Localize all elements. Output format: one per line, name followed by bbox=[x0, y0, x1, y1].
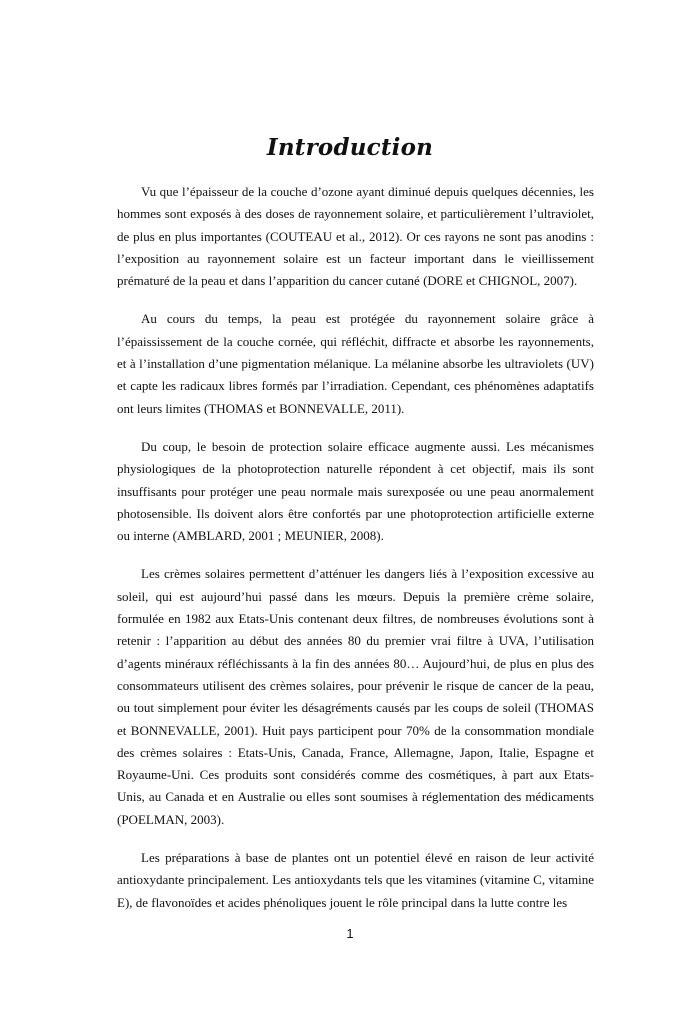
page-number: 1 bbox=[346, 926, 354, 941]
paragraph-3: Du coup, le besoin de protection solaire efficace augmente aussi. Les mécanismes physiologiques de la photoprotection naturelle répondent à cet objectif, mais ils sont insuffisants pour protéger une peau normale mais surexposée ou une peau anormalement photosensible. Ils doivent alors être confortés par une photoprotection artificielle externe ou interne (AMBLARD, 2001 ; MEUNIER, 2008). bbox=[117, 438, 594, 544]
paragraph-5: Les préparations à base de plantes ont un potentiel élevé en raison de leur activité antioxydante principalement. Les antioxydants tels que les vitamines (vitamine C, vitamine E), de flavonoïdes et acides phénoliques jouent le rôle principal dans la lutte contre les bbox=[117, 850, 594, 910]
paragraph-4: Les crèmes solaires permettent d’atténuer les dangers liés à l’exposition excessive au soleil, qui est aujourd’hui passé dans les mœurs. Depuis la première crème solaire, formulée en 1982 aux Etats-Unis contenant deux filtres, de nombreuses évolutions sont à retenir : l’apparition au début des années 80 du premier vrai filtre à UVA, l’utilisation d’agents minéraux réfléchissants à la fin des années 80… Aujourd’hui, de plus en plus des consommateurs utilisent des crèmes solaires, pour prévenir le risque de cancer de la peau, ou tout simplement pour éviter les désagréments causés par les coups de soleil (THOMAS et BONNEVALLE, 2001). Huit pays participent pour 70% de la consommation mondiale des crèmes solaires : Etats-Unis, Canada, France, Allemagne, Japon, Italie, Espagne et Royaume-Uni. Ces produits sont considérés comme des cosmétiques, à part aux Etats-Unis, au Canada et en Australie ou elles sont soumises à réglementation des médicaments (POELMAN, 2003). bbox=[117, 566, 594, 827]
paragraph-2: Au cours du temps, la peau est protégée du rayonnement solaire grâce à l’épaississement de la couche cornée, qui réfléchit, diffracte et absorbe les rayonnements, et à l’installation d’une pigmentation mélanique. La mélanine absorbe les ultraviolets (UV) et capte les radicaux libres formés par l’irradiation. Cependant, ces phénomènes adaptatifs ont leurs limites (THOMAS et BONNEVALLE, 2011). bbox=[117, 311, 594, 416]
page-title: Introduction bbox=[266, 134, 434, 161]
paragraph-1: Vu que l’épaisseur de la couche d’ozone ayant diminué depuis quelques décennies, les hommes sont exposés à des doses de rayonnement solaire, et particulièrement l’ultraviolet, de plus en plus importantes (COUTEAU et al., 2012). Or ces rayons ne sont pas anodins : l’exposition au rayonnement solaire est un facteur important dans le vieillissement prématuré de la peau et dans l’apparition du cancer cutané (DORE et CHIGNOL, 2007). bbox=[117, 184, 594, 289]
body-text bbox=[117, 181, 594, 930]
